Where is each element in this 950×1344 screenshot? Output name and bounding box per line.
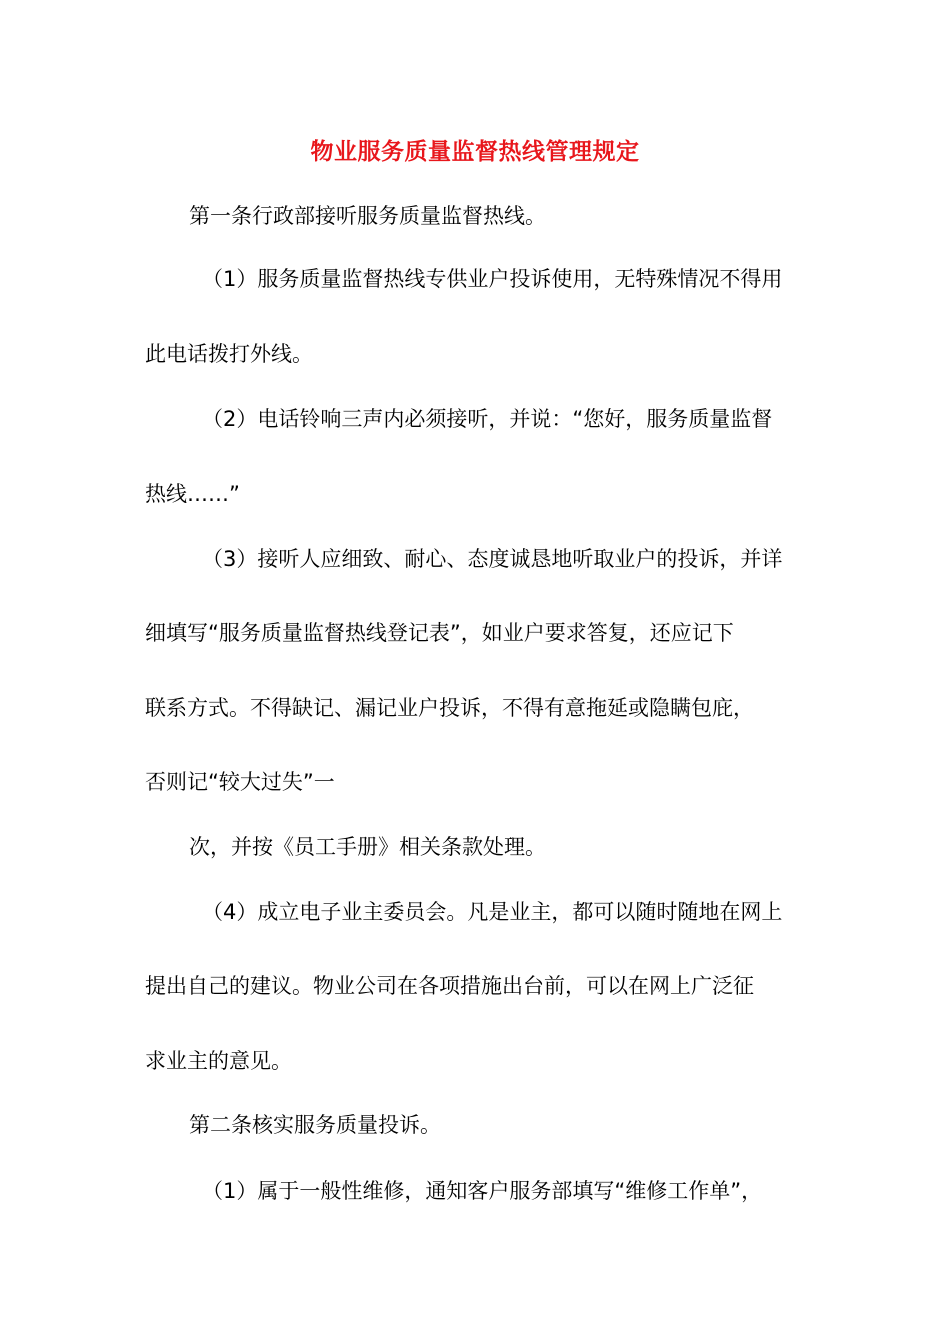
paragraph-line: 联系方式。不得缺记、漏记业户投诉，不得有意拖延或隐瞒包庇， xyxy=(145,696,754,720)
paragraph-line: （2）电话铃响三声内必须接听，并说：“您好，服务质量监督 xyxy=(202,407,773,431)
paragraph-line: 求业主的意见。 xyxy=(145,1049,292,1073)
paragraph-line: 次，并按《员工手册》相关条款处理。 xyxy=(189,835,546,859)
article-1-heading: 第一条行政部接听服务质量监督热线。 xyxy=(189,204,546,228)
paragraph-line: （1）属于一般性维修，通知客户服务部填写“维修工作单”， xyxy=(202,1179,763,1203)
paragraph-line: 细填写“服务质量监督热线登记表”，如业户要求答复，还应记下 xyxy=(145,621,734,645)
paragraph-line: （3）接听人应细致、耐心、态度诚恳地听取业户的投诉，并详 xyxy=(202,547,783,571)
paragraph-line: 否则记“较大过失”一 xyxy=(145,770,335,794)
paragraph-line: 提出自己的建议。物业公司在各项措施出台前，可以在网上广泛征 xyxy=(145,974,754,998)
paragraph-line: 此电话拨打外线。 xyxy=(145,342,313,366)
paragraph-line: （1）服务质量监督热线专供业户投诉使用，无特殊情况不得用 xyxy=(202,267,783,291)
paragraph-line: 热线……” xyxy=(145,482,240,506)
paragraph-line: （4）成立电子业主委员会。凡是业主，都可以随时随地在网上 xyxy=(202,900,783,924)
article-2-heading: 第二条核实服务质量投诉。 xyxy=(189,1113,441,1137)
document-title: 物业服务质量监督热线管理规定 xyxy=(310,139,640,165)
